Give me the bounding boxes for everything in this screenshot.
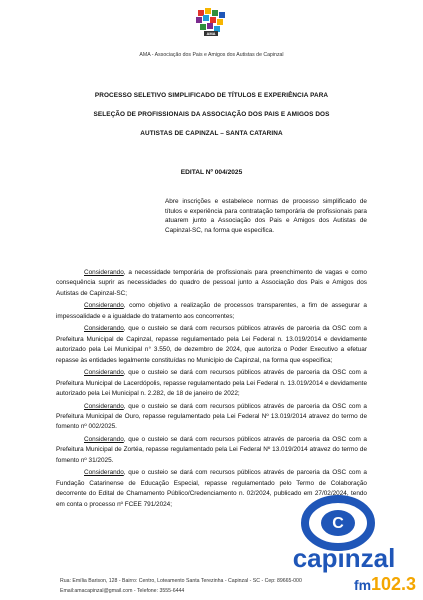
- edital-number: EDITAL Nº 004/2025: [180, 169, 243, 176]
- watermark-brand: capinzal: [292, 543, 396, 573]
- consideration-text: , que o custeio se dará com recursos públicos através de parceria da OSC com a Prefeitura Municipal de Ouro, repasse regulamentado pela Lei Federal Nº 13.019/2014 atravez do termo de fomento nº 002/2025.: [56, 402, 367, 431]
- consideration-text: , que o custeio se dará com recursos públicos através de parceria da OSC com a Prefeitura Municipal de Zortéa, repasse regulamentado pela Lei Federal Nº 13.019/2014 atravez do termo de fomento nº 31/2025.: [56, 436, 367, 464]
- considerations-body: [56, 268, 367, 512]
- consideration-text: , que o custeio se dará com recursos públicos através de parceria da OSC com a Prefeitura Municipal de Capinzal, repasse regulamentado pela Lei Federal n. 13.019/2014 e devidamente autorizado pela Lei Municipal n° 3.550, de dezembro de 2024, que autoriza o Poder Executivo a efetuar repasse às entidades legalmente constituídas no Município de Capinzal, na forma que especifica;: [56, 325, 367, 364]
- consideration-4: [56, 368, 367, 399]
- footer-address: Rua: Emília Barison, 128 - Bairro: Centro, Loteamento Santa Terezinha - Capinzal - SC - Cep: 89665-000: [60, 578, 302, 584]
- consideration-lead: Considerando: [84, 402, 124, 410]
- svg-text:C: C: [332, 515, 344, 532]
- consideration-1: [56, 268, 367, 299]
- title-line-3: AUTISTAS DE CAPINZAL – SANTA CATARINA: [140, 130, 283, 137]
- consideration-lead: Considerando: [84, 369, 124, 377]
- consideration-3: [56, 324, 367, 366]
- consideration-6: [56, 435, 367, 466]
- consideration-text: , a necessidade temporária de profissionais para preenchimento de vagas e como consequência suprir as necessidades do quadro de pessoal junto a Associação dos Pais e Amigos dos Autistas de Capinzal-SC;: [56, 269, 367, 297]
- consideration-2: [56, 301, 367, 322]
- consideration-lead: Considerando: [84, 302, 124, 310]
- association-line: AMA - Associação dos Pais e Amigos dos Autistas de Capinzal: [139, 52, 284, 58]
- consideration-lead: Considerando: [84, 436, 124, 444]
- watermark-frequency: 102.3: [371, 574, 417, 594]
- consideration-lead: Considerando: [84, 269, 124, 276]
- footer-contact: Email:amacapinzal@gmail.com - Telefone: 3555-6444: [60, 588, 185, 594]
- consideration-text: , que o custeio se dará com recursos públicos através de parceria da OSC com a Prefeitura Municipal de Lacerdópolis, repasse regulamentado pela Lei Federal n. 13.019/2014 e devidamente autorizado pela Lei Municipal n. 2.282, de 18 de janeiro de 2022;: [56, 369, 367, 398]
- watermark-fm: fm: [354, 577, 372, 593]
- consideration-text: , como objetivo a realização de processos transparentes, a fim de assegurar a impessoalidade e a igualdade do tratamento aos concorrentes;: [56, 302, 367, 320]
- svg-text:AMA: AMA: [206, 31, 216, 36]
- capinzal-logo-icon: [270, 495, 420, 595]
- consideration-5: [56, 402, 367, 433]
- abstract: Abre inscrições e estabelece normas de processo simplificado de títulos e experiência para contratação temporária de profissionais para atuarem junto a Associação dos Pais e Amigos dos Autistas de Capinzal-SC, na forma que especifica.: [165, 198, 367, 234]
- consideration-lead: Considerando: [84, 325, 124, 333]
- consideration-lead: Considerando: [84, 469, 124, 477]
- capinzal-fm-watermark: [270, 495, 420, 595]
- title-line-1: PROCESSO SELETIVO SIMPLIFICADO DE TÍTULOS E EXPERIÊNCIA PARA: [94, 92, 329, 99]
- title-line-2: SELEÇÃO DE PROFISSIONAIS DA ASSOCIAÇÃO DOS PAIS E AMIGOS DOS: [93, 111, 330, 118]
- ama-logo: [192, 6, 230, 44]
- consideration-text: , que o custeio se dará com recursos públicos através de parceria da OSC com a Fundação Catarinense de Educação Especial, repasse regulamentado pelo Termo de Colaboração decorrente do Edital de Chamamento Público/Credenciamento n. 02/2024, publicado em 27/02/2024, tendo em conta o processo nº FCEE 791/2024;: [56, 469, 367, 508]
